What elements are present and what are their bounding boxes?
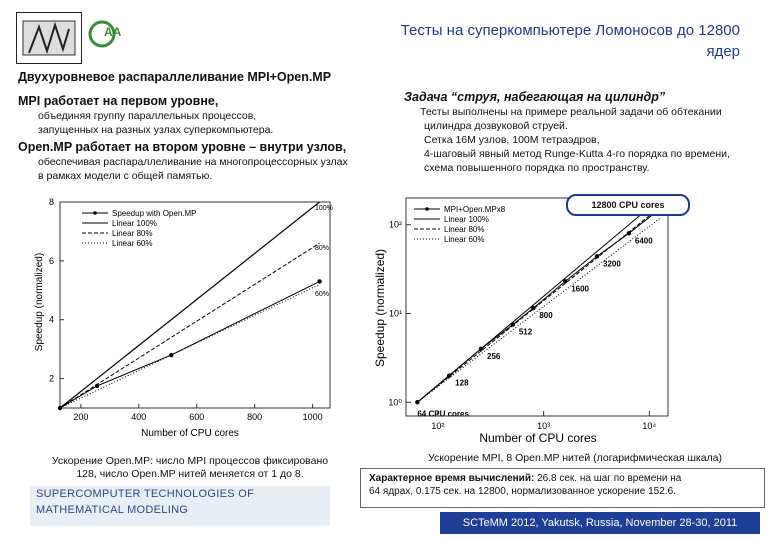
x-tick-label: 10² <box>431 421 445 431</box>
left-text-2: запущенных на разных узлах суперкомпьютера. <box>38 124 274 136</box>
data-point <box>317 279 321 283</box>
annotation-80: 80% <box>315 245 330 252</box>
y-tick-label: 2 <box>48 373 54 384</box>
point-label: 512 <box>518 327 533 337</box>
left-caption-line-1: Ускорение Open.MP: число MPI процессов фиксировано <box>51 455 329 467</box>
legend-item: Linear 60% <box>112 239 153 248</box>
legend-item: Linear 80% <box>444 225 485 234</box>
left-caption-line-2: 128, число Open.MP нитей меняется от 1 до 8. <box>76 468 304 480</box>
footer-bar: SCTeMM 2012, Yakutsk, Russia, November 28-30, 2011 <box>440 512 760 534</box>
right-text-4: 4-шаговый явный метод Runge-Kutta 4-го порядка по времени, <box>424 148 730 160</box>
x-tick-label: 600 <box>189 412 205 422</box>
point-label: 64 CPU cores <box>417 409 469 419</box>
y-tick-label: 10¹ <box>388 308 402 319</box>
x-tick-label: 1000 <box>302 412 323 422</box>
title-line-1: Тесты на суперкомпьютере Ломоносов до 12800 <box>400 22 740 39</box>
y-axis-label: Speedup (normalized) <box>373 248 387 368</box>
point-label: 256 <box>487 351 501 361</box>
annotation-100: 100% <box>315 205 333 212</box>
banner-line-2: MATHEMATICAL MODELING <box>36 504 189 516</box>
mpi-speedup-log-chart <box>370 190 690 448</box>
banner-line-1: SUPERCOMPUTER TECHNOLOGIES OF <box>36 488 255 500</box>
openmp-speedup-chart <box>30 192 350 442</box>
university-logo <box>16 12 82 64</box>
left-text-1: объединяя группу параллельных процессов, <box>38 110 257 122</box>
svg-text:АА: АА <box>104 25 122 39</box>
right-text-5: схема повышенного порядка по пространству. <box>424 162 650 174</box>
y-tick-label: 10⁰ <box>388 397 402 408</box>
title-line-2: ядер <box>706 43 740 60</box>
x-tick-label: 10⁴ <box>642 421 657 431</box>
legend-item: Linear 100% <box>444 215 489 224</box>
left-heading-2: MPI работает на первом уровне, <box>18 94 219 108</box>
right-caption: Ускорение MPI, 8 Open.MP нитей (логарифмическая шкала) <box>427 452 722 464</box>
left-heading-3: Open.MP работает на втором уровне – внутри узлов, <box>18 140 347 154</box>
point-label: 128 <box>455 378 469 388</box>
left-text-3: обеспечивая распараллеливание на многопроцессорных узлах <box>38 156 348 168</box>
conference-banner <box>30 486 330 526</box>
page-title <box>250 20 740 62</box>
right-text-3: Сетка 16М узлов, 100М тетраэдров, <box>424 134 600 146</box>
institute-logo <box>88 16 128 52</box>
result-text-2: 64 ядрах, 0.175 сек. на 12800, нормализованное ускорение 152.6. <box>369 486 676 497</box>
point-label: 6400 <box>634 236 653 246</box>
y-tick-label: 6 <box>48 255 54 266</box>
x-tick-label: 800 <box>247 412 263 422</box>
legend-item: Linear 60% <box>444 235 485 244</box>
result-label: Характерное время вычислений: <box>369 473 535 484</box>
y-tick-label: 4 <box>48 314 54 325</box>
cores-badge: 12800 CPU cores <box>566 194 690 216</box>
x-tick-label: 200 <box>73 412 89 422</box>
left-caption <box>20 455 360 481</box>
legend-item: Linear 100% <box>112 219 157 228</box>
point-label: 800 <box>539 311 553 321</box>
y-tick-label: 10² <box>388 219 402 230</box>
x-tick-label: 400 <box>131 412 147 422</box>
legend-item: MPI+Open.MPx8 <box>444 205 506 214</box>
point-label: 3200 <box>603 259 621 269</box>
y-tick-label: 8 <box>48 197 54 207</box>
x-tick-label: 10³ <box>537 421 551 431</box>
right-heading: Задача “струя, набегающая на цилиндр” <box>404 90 666 104</box>
right-text-2: цилиндра дозвуковой струей. <box>424 120 568 132</box>
point-label: 1600 <box>571 284 589 294</box>
result-box <box>360 468 765 508</box>
annotation-60: 60% <box>315 291 330 298</box>
left-heading-1: Двухуровневое распараллеливание MPI+Open.MP <box>18 70 332 84</box>
legend-item: Linear 80% <box>112 229 153 238</box>
right-text-1: Тесты выполнены на примере реальной задачи об обтекании <box>420 106 722 118</box>
legend-item: Speedup with Open.MP <box>112 209 197 218</box>
x-axis-label: Number of CPU cores <box>141 428 239 439</box>
result-text-1: 26.8 сек. на шаг по времени на <box>537 473 682 484</box>
x-axis-label: Number of CPU cores <box>479 431 597 445</box>
left-text-4: в рамках модели с общей памятью. <box>38 170 213 182</box>
y-axis-label: Speedup (normalized) <box>34 252 45 352</box>
